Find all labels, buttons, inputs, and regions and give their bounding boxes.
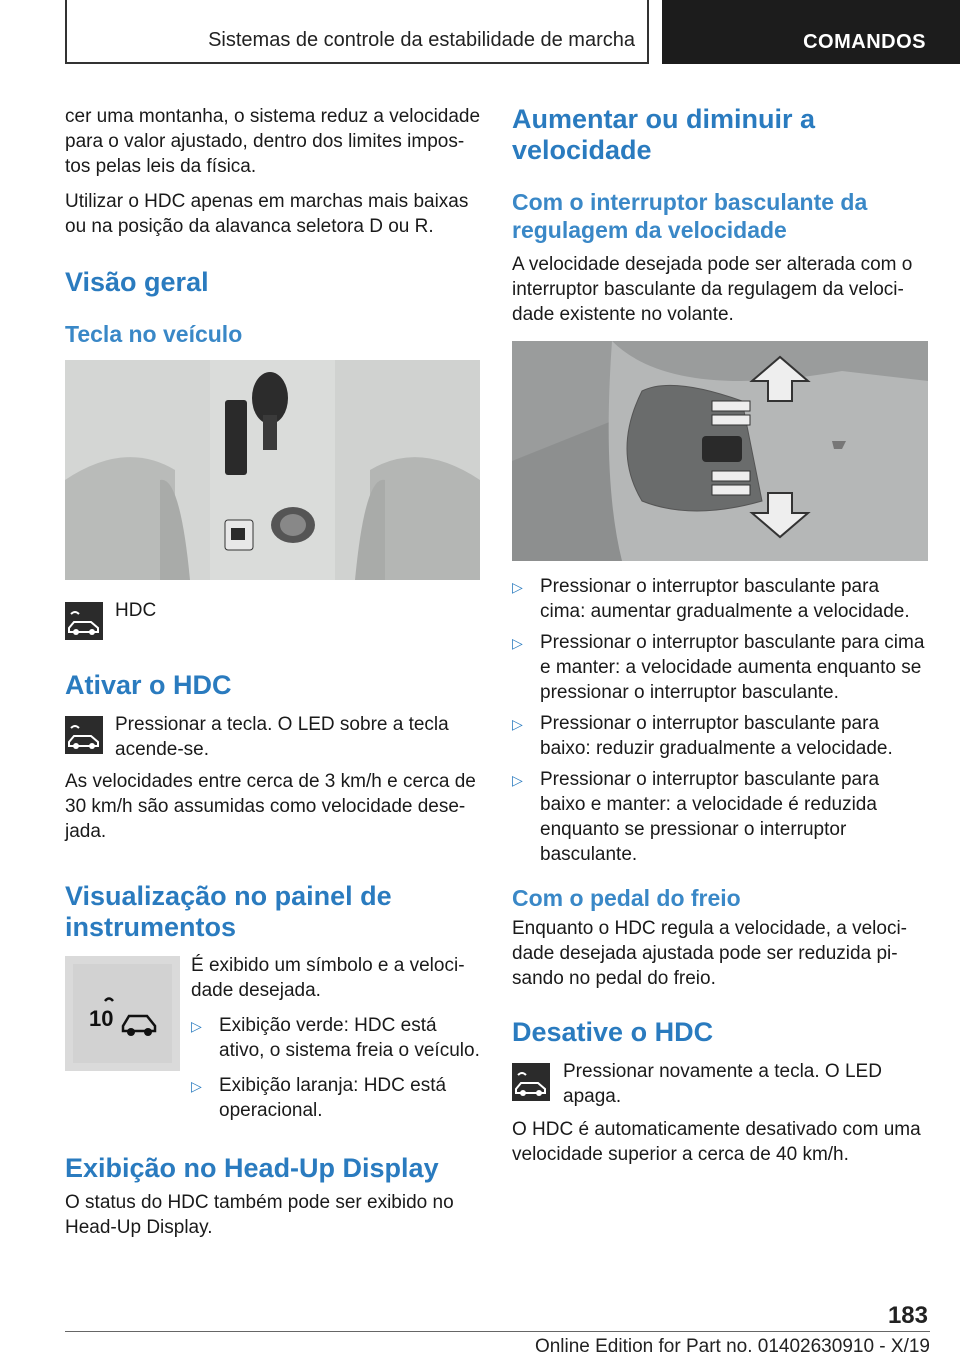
bullet-triangle-icon: ▷ [512, 772, 523, 788]
hdc-label: HDC [115, 600, 157, 621]
header-section: COMANDOS [803, 31, 926, 53]
bullet-triangle-icon: ▷ [512, 716, 523, 732]
page-number: 183 [887, 1302, 928, 1329]
visual-text: É exibido um símbolo e a veloci-dade desejada. [191, 955, 465, 1001]
console-photo [65, 360, 480, 580]
heading-visualizacao: Visualização no painel de instrumentos [65, 881, 392, 942]
header-section-box [662, 0, 960, 64]
velocidades-text: As velocidades entre cerca de 3 km/h e cerca de 30 km/h são assumidas como velocidade dese-jada. [65, 771, 476, 842]
visual-block [191, 953, 483, 1123]
footer-divider [65, 1331, 930, 1332]
hdc-button-icon [65, 602, 103, 640]
heading-ativar-hdc: Ativar o HDC [65, 670, 232, 700]
heading-visao-geral: Visão geral [65, 267, 209, 297]
bullet-triangle-icon: ▷ [191, 1018, 202, 1034]
rocker-bullet-3: ▷ Pressionar o interruptor basculante para baixo: reduzir gradualmente a velocidade. [512, 713, 893, 759]
heading-tecla-no-veiculo: Tecla no veículo [65, 321, 243, 347]
bullet-triangle-icon: ▷ [191, 1078, 202, 1094]
rocker-bullet-2: ▷ Pressionar o interruptor basculante para cima e manter: a velocidade aumenta enquanto se pressionar o interruptor basculante. [512, 632, 925, 703]
ativar-text: Pressionar a tecla. O LED sobre a tecla acende-se. [115, 714, 449, 760]
heading-aumentar: Aumentar ou diminuir a velocidade [512, 104, 816, 165]
interruptor-text: A velocidade desejada pode ser alterada com o interruptor basculante da regulagem da veloci-dade existente no volante. [512, 254, 913, 325]
heading-interruptor: Com o interruptor basculante da regulagem da velocidade [512, 189, 868, 243]
header-title-box [65, 0, 649, 64]
bullet-triangle-icon: ▷ [512, 635, 523, 651]
heading-desative: Desative o HDC [512, 1017, 714, 1047]
rocker-bullet-4: ▷ Pressionar o interruptor basculante para baixo e manter: a velocidade é reduzida enquanto se pressionar o interruptor basculante. [512, 769, 880, 865]
hdc-button-icon-2 [65, 716, 103, 754]
rocker-bullets [512, 574, 928, 867]
visual-bullet-2: ▷ Exibição laranja: HDC está operacional. [191, 1075, 447, 1121]
auto-deactivate-text: O HDC é automaticamente desativado com uma velocidade superior a cerca de 40 km/h. [512, 1119, 921, 1165]
display-number: 10 [89, 1006, 114, 1031]
headup-text: O status do HDC também pode ser exibido no Head-Up Display. [65, 1192, 454, 1238]
instrument-display-image [65, 956, 180, 1071]
intro-paragraph-2: Utilizar o HDC apenas em marchas mais baixas ou na posição da alavanca seletora D ou R. [65, 191, 469, 237]
steering-wheel-photo [512, 341, 928, 561]
left-column [65, 104, 483, 348]
hdc-button-icon-3 [512, 1063, 550, 1101]
footer-edition: Online Edition for Part no. 01402630910 - X/19 [534, 1336, 930, 1357]
heading-pedal: Com o pedal do freio [512, 885, 741, 911]
right-column-bottom [512, 884, 928, 1048]
pedal-text: Enquanto o HDC regula a velocidade, a veloci-dade desejada ajustada pode ser reduzida pi-sando no pedal do freio. [512, 918, 908, 989]
bullet-triangle-icon: ▷ [512, 579, 523, 595]
intro-paragraph-1: cer uma montanha, o sistema reduz a velocidade para o valor ajustado, dentro dos limites impos-tos pelas leis da física. [65, 106, 481, 177]
desative-text: Pressionar novamente a tecla. O LED apaga. [563, 1061, 882, 1107]
heading-head-up: Exibição no Head-Up Display [65, 1153, 439, 1183]
header-title: Sistemas de controle da estabilidade de marcha [208, 29, 635, 51]
visual-bullet-1: ▷ Exibição verde: HDC está ativo, o sistema freia o veículo. [191, 1015, 480, 1061]
right-column-top [512, 104, 928, 327]
rocker-bullet-1: ▷ Pressionar o interruptor basculante para cima: aumentar gradualmente a velocidade. [512, 576, 910, 622]
